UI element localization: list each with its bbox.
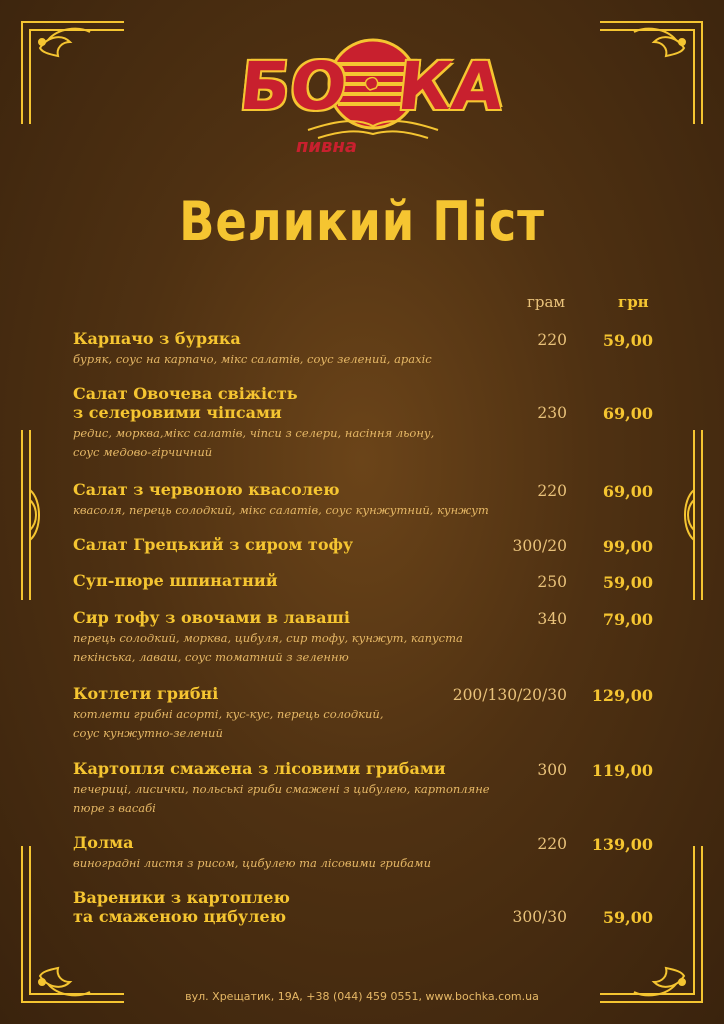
- menu-item-gram: 250: [537, 573, 567, 591]
- menu-item: [73, 833, 663, 873]
- menu-title: Великий Піст: [179, 190, 545, 253]
- menu-item-gram: 300/20: [512, 537, 567, 555]
- menu-item-price: 69,00: [602, 482, 653, 501]
- menu-item: [73, 571, 663, 590]
- menu-item-price: 69,00: [602, 404, 653, 423]
- menu-item-price: 59,00: [602, 331, 653, 350]
- menu-item-gram: 300/30: [512, 908, 567, 926]
- logo-subtitle: пивна: [296, 136, 358, 157]
- menu-item: [73, 888, 663, 926]
- menu-item-gram: 220: [537, 482, 567, 500]
- corner-ornament-top-left: [18, 18, 128, 128]
- menu-item-name: Котлети грибні: [73, 684, 219, 703]
- menu-item: [73, 329, 663, 369]
- menu-item-name: Сир тофу з овочами в лаваші: [73, 608, 350, 627]
- menu-item-name: Вареники з картоплею та смаженою цибулею: [73, 888, 290, 926]
- menu-item-description: редис, морква,мікс салатів, чіпси з селери, насіння льону, соус медово-гірчичний: [73, 426, 435, 459]
- logo-word-right: КА: [394, 48, 508, 125]
- bochka-logo: [232, 28, 512, 158]
- menu-item-name: Картопля смажена з лісовими грибами: [73, 759, 446, 778]
- menu-item-gram: 300: [537, 761, 567, 779]
- menu-item: [73, 608, 663, 667]
- logo-word-left: БО: [236, 48, 351, 125]
- menu-item: [73, 684, 663, 743]
- menu-item-description: буряк, соус на карпачо, мікс салатів, соус зелений, арахіс: [73, 352, 432, 366]
- footer-address: вул. Хрещатик, 19А, +38 (044) 459 0551, www.bochka.com.ua: [185, 990, 539, 1003]
- menu-item-gram: 340: [537, 610, 567, 628]
- menu-item-description: котлети грибні асорті, кус-кус, перець солодкий, соус кунжутно-зелений: [73, 707, 384, 740]
- menu-item-price: 59,00: [602, 573, 653, 592]
- menu-item: [73, 384, 663, 462]
- menu-item-name: Долма: [73, 833, 134, 852]
- menu-item-description: виноградні листя з рисом, цибулею та лісовими грибами: [73, 856, 431, 870]
- menu-item-price: 139,00: [591, 835, 653, 854]
- menu-item-price: 119,00: [591, 761, 653, 780]
- menu-item-gram: 200/130/20/30: [452, 686, 567, 704]
- menu-item: [73, 759, 663, 818]
- menu-item-description: квасоля, перець солодкий, мікс салатів, соус кунжутний, кунжут: [73, 503, 489, 517]
- menu-item-description: печериці, лисички, польські гриби смажені з цибулею, картопляне пюре з васабі: [73, 782, 490, 815]
- menu-item-name: Карпачо з буряка: [73, 329, 241, 348]
- column-header-gram: грам: [527, 293, 566, 311]
- menu-item-gram: 220: [537, 835, 567, 853]
- menu-item: [73, 480, 663, 520]
- side-ornament-left: [14, 430, 44, 600]
- menu-item-gram: 230: [537, 404, 567, 422]
- menu-item-name: Салат Овочева свіжість з селеровими чіпсами: [73, 384, 298, 422]
- menu-item-price: 79,00: [602, 610, 653, 629]
- menu-item-price: 99,00: [602, 537, 653, 556]
- menu-item: [73, 535, 663, 554]
- menu-item-price: 129,00: [591, 686, 653, 705]
- menu-item-price: 59,00: [602, 908, 653, 927]
- menu-item-description: перець солодкий, морква, цибуля, сир тофу, кунжут, капуста пекінська, лаваш, соус томатний з зеленню: [73, 631, 463, 664]
- menu-item-gram: 220: [537, 331, 567, 349]
- menu-item-name: Салат Грецький з сиром тофу: [73, 535, 354, 554]
- menu-item-name: Салат з червоною квасолею: [73, 480, 340, 499]
- side-ornament-right: [680, 430, 710, 600]
- menu-item-name: Суп-пюре шпинатний: [73, 571, 278, 590]
- corner-ornament-top-right: [596, 18, 706, 128]
- column-header-price: грн: [618, 293, 649, 311]
